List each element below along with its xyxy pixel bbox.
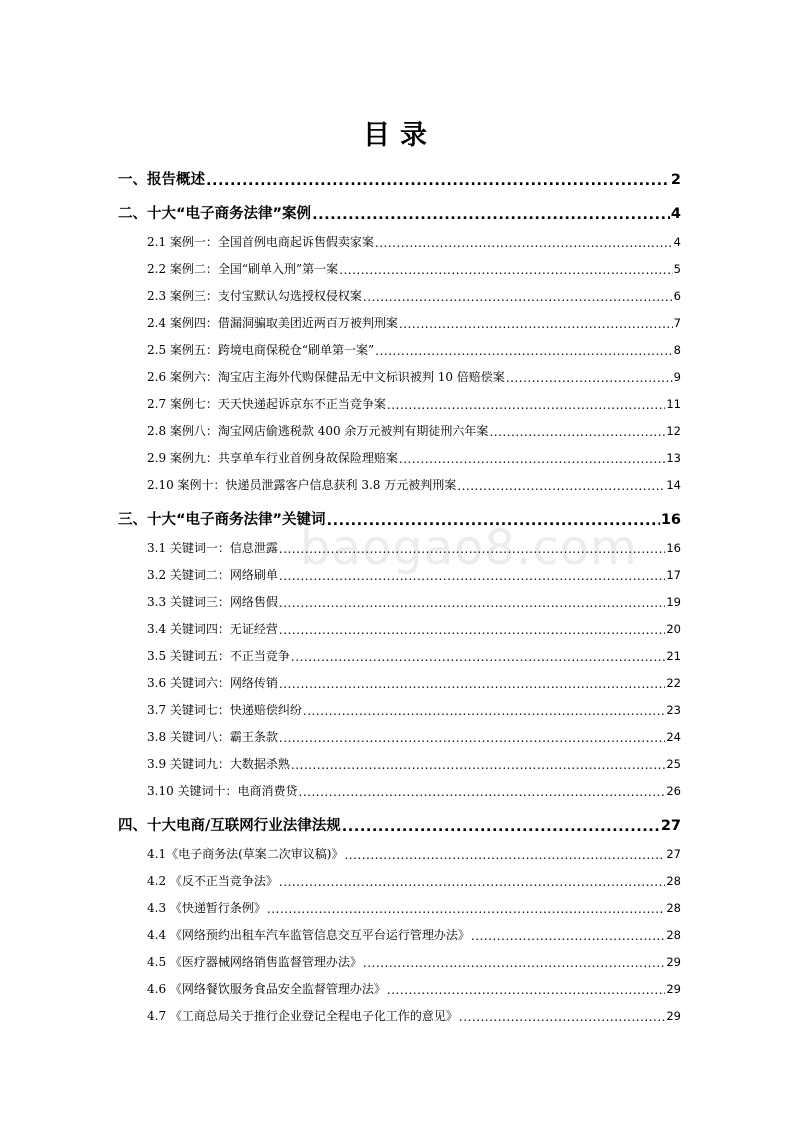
dot-leader [363, 958, 665, 970]
toc-page-number: 16 [666, 541, 681, 555]
toc-item-2-3[interactable] [147, 287, 681, 304]
toc-page-number: 22 [666, 676, 681, 690]
toc-item-label: 2.6 案例六：淘宝店主海外代购保健品无中文标识被判 10 倍赔偿案 [147, 370, 505, 384]
toc-section-label: 一、报告概述 [118, 172, 205, 188]
dot-leader [312, 209, 670, 224]
toc-item-2-9[interactable] [147, 449, 681, 466]
toc-item-3-6[interactable] [147, 674, 681, 691]
toc-item-label: 4.2 《反不正当竞争法》 [147, 874, 278, 888]
toc-page-number: 4 [673, 235, 681, 249]
toc-page-number: 28 [666, 928, 681, 942]
toc-item-4-4[interactable] [147, 926, 681, 943]
toc-item-label: 3.3 关键词三：网络售假 [147, 595, 278, 609]
toc-page-number: 27 [660, 818, 681, 834]
toc-item-2-10[interactable] [147, 476, 681, 493]
toc-page-number: 28 [666, 874, 681, 888]
toc-page-number: 29 [666, 955, 681, 969]
toc-page-number: 26 [666, 784, 681, 798]
toc-item-label: 2.5 案例五：跨境电商保税仓“刷单第一案” [147, 343, 375, 357]
toc-page-number: 2 [670, 172, 681, 188]
dot-leader [375, 238, 673, 250]
dot-leader [363, 292, 673, 304]
toc-page-number: 20 [666, 622, 681, 636]
dot-leader [457, 481, 665, 493]
toc-item-label: 4.4 《网络预约出租车汽车监管信息交互平台运行管理办法》 [147, 928, 470, 942]
toc-page-number: 6 [673, 289, 681, 303]
toc-page-number: 5 [673, 262, 681, 276]
toc-item-label: 4.3 《快递暂行条例》 [147, 901, 266, 915]
toc-item-3-7[interactable] [147, 701, 681, 718]
toc-item-3-2[interactable] [147, 566, 681, 583]
toc-section-3[interactable] [118, 508, 681, 529]
dot-leader [399, 319, 673, 331]
dot-leader [303, 706, 665, 718]
dot-leader [279, 544, 665, 556]
toc-page-number: 4 [670, 206, 681, 222]
toc-page-number: 11 [666, 397, 681, 411]
toc-section-label: 三、十大“电子商务法律”关键词 [118, 512, 326, 528]
toc-page-number: 21 [666, 649, 681, 663]
toc-item-3-9[interactable] [147, 755, 681, 772]
toc-page-number: 24 [666, 730, 681, 744]
toc-item-4-6[interactable] [147, 980, 681, 997]
dot-leader [375, 346, 673, 358]
toc-page-number: 19 [666, 595, 681, 609]
toc-item-2-5[interactable] [147, 341, 681, 358]
toc-page-number: 17 [666, 568, 681, 582]
dot-leader [344, 850, 665, 862]
dot-leader [339, 265, 673, 277]
toc-section-label: 二、十大“电子商务法律”案例 [118, 206, 312, 222]
toc-item-label: 3.6 关键词六：网络传销 [147, 676, 278, 690]
toc-item-label: 3.2 关键词二：网络刷单 [147, 568, 278, 582]
dot-leader [387, 985, 665, 997]
toc-page-number: 7 [673, 316, 681, 330]
toc-page-number: 8 [673, 343, 681, 357]
dot-leader [387, 400, 665, 412]
toc-item-label: 2.2 案例二：全国“刷单入刑”第一案 [147, 262, 339, 276]
dot-leader [279, 598, 665, 610]
toc-item-label: 2.7 案例七：天天快递起诉京东不正当竞争案 [147, 397, 386, 411]
toc-item-label: 4.6 《网络餐饮服务食品安全监督管理办法》 [147, 982, 386, 996]
toc-item-4-7[interactable] [147, 1007, 681, 1024]
toc-page-number: 27 [666, 847, 681, 861]
toc-item-label: 4.1《电子商务法(草案二次审议稿)》 [147, 847, 344, 861]
toc-item-label: 2.10 案例十：快递员泄露客户信息获利 3.8 万元被判刑案 [147, 478, 457, 492]
toc-page-number: 29 [666, 1009, 681, 1023]
dot-leader [459, 1012, 665, 1024]
toc-item-3-3[interactable] [147, 593, 681, 610]
toc-section-2[interactable] [118, 202, 681, 223]
dot-leader [291, 652, 665, 664]
toc-item-3-10[interactable] [147, 782, 681, 799]
dot-leader [489, 427, 665, 439]
toc-section-4[interactable] [118, 814, 681, 835]
toc-item-2-4[interactable] [147, 314, 681, 331]
toc-item-label: 2.1 案例一：全国首例电商起诉售假卖家案 [147, 235, 374, 249]
toc-section-label: 四、十大电商/互联网行业法律法规 [118, 818, 341, 834]
toc-item-label: 3.9 关键词九：大数据杀熟 [147, 757, 290, 771]
toc-item-label: 3.7 关键词七：快递赔偿纠纷 [147, 703, 302, 717]
dot-leader [267, 904, 665, 916]
toc-page-number: 13 [666, 451, 681, 465]
dot-leader [342, 821, 660, 836]
dot-leader [327, 515, 660, 530]
toc-item-3-1[interactable] [147, 539, 681, 556]
toc-item-label: 3.5 关键词五：不正当竞争 [147, 649, 290, 663]
toc-item-label: 3.4 关键词四：无证经营 [147, 622, 278, 636]
toc-item-3-4[interactable] [147, 620, 681, 637]
toc-item-4-5[interactable] [147, 953, 681, 970]
toc-item-2-2[interactable] [147, 260, 681, 277]
toc-section-1[interactable] [118, 168, 681, 189]
dot-leader [299, 787, 666, 799]
toc-item-3-8[interactable] [147, 728, 681, 745]
toc-page-number: 29 [666, 982, 681, 996]
dot-leader [206, 175, 670, 190]
dot-leader [279, 571, 665, 583]
toc-page-number: 16 [660, 512, 681, 528]
watermark: baogao8.com [300, 520, 638, 576]
toc-page-number: 12 [666, 424, 681, 438]
toc-item-2-7[interactable] [147, 395, 681, 412]
dot-leader [471, 931, 665, 943]
toc-item-label: 3.1 关键词一：信息泄露 [147, 541, 278, 555]
toc-item-label: 2.8 案例八：淘宝网店偷逃税款 400 余万元被判有期徒刑六年案 [147, 424, 489, 438]
toc-item-label: 2.3 案例三：支付宝默认勾选授权侵权案 [147, 289, 362, 303]
toc-item-4-1[interactable] [147, 845, 681, 862]
toc-item-3-5[interactable] [147, 647, 681, 664]
toc-item-4-3[interactable] [147, 899, 681, 916]
dot-leader [506, 373, 673, 385]
toc-page-number: 9 [673, 370, 681, 384]
dot-leader [399, 454, 665, 466]
toc-page-number: 23 [666, 703, 681, 717]
toc-page-number: 14 [666, 478, 681, 492]
dot-leader [279, 625, 665, 637]
page-title: 目录 [363, 120, 437, 151]
dot-leader [279, 679, 665, 691]
toc-page-number: 25 [666, 757, 681, 771]
toc-item-label: 3.8 关键词八：霸王条款 [147, 730, 278, 744]
toc-item-4-2[interactable] [147, 872, 681, 889]
dot-leader [279, 877, 665, 889]
toc-item-2-8[interactable] [147, 422, 681, 439]
toc-item-2-6[interactable] [147, 368, 681, 385]
toc-item-label: 4.5 《医疗器械网络销售监督管理办法》 [147, 955, 362, 969]
toc-item-label: 4.7 《工商总局关于推行企业登记全程电子化工作的意见》 [147, 1009, 458, 1023]
toc-item-label: 2.9 案例九：共享单车行业首例身故保险理赔案 [147, 451, 398, 465]
dot-leader [279, 733, 665, 745]
toc-item-label: 2.4 案例四：借漏洞骗取美团近两百万被判刑案 [147, 316, 398, 330]
dot-leader [291, 760, 665, 772]
toc-item-label: 3.10 关键词十：电商消费贷 [147, 784, 298, 798]
toc-page-number: 28 [666, 901, 681, 915]
toc-item-2-1[interactable] [147, 233, 681, 250]
